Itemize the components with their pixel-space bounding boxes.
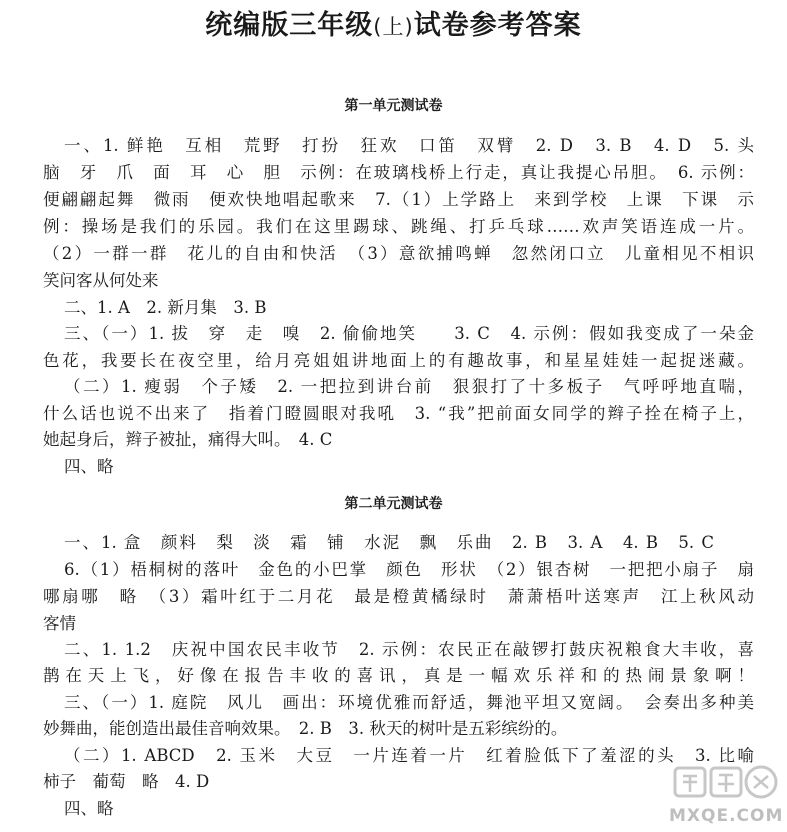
unit-2-line: 四、略	[64, 799, 114, 818]
unit-2-line: 二、1. 1.2 庆祝中国农民丰收节 2. 示例：农民正在敲锣打鼓庆祝粮食大丰收，喜	[64, 640, 754, 659]
unit-1-line: 例：操场是我们的乐园。我们在这里踢球、跳绳、打乒乓球……欢声笑语连成一片。	[43, 217, 754, 236]
unit-2-line: 妙舞曲，能创造出最佳音响效果。 2. B 3. 秋天的树叶是五彩缤纷的。	[43, 719, 568, 738]
title-main: 统编版三年级	[205, 10, 374, 41]
unit-2-line: 三、（一）1. 庭院 风儿 画出：环境优雅而舒适，舞池平坦又宽阔。 会奏出多种美	[64, 693, 754, 712]
unit-1-line: 一、1. 鲜艳 互相 荒野 打扮 狂欢 口笛 双臂 2. D 3. B 4. D 5. 头	[64, 136, 754, 155]
unit-1-line: 四、略	[64, 457, 114, 476]
unit-1-line: 笑问客从何处来	[43, 271, 159, 290]
site-watermark	[665, 762, 785, 828]
unit-1-line: 色花，我要长在夜空里，给月亮姐姐讲地面上的有趣故事，和星星娃娃一起捉迷藏。	[43, 351, 754, 370]
unit-2-line: 鹊在天上飞，好像在报告丰收的喜讯，真是一幅欢乐祥和的热闹景象啊！	[43, 666, 754, 685]
watermark-text: MXQE.COM	[669, 806, 784, 826]
unit-1-line: （2）一群一群 花儿的自由和快活 （3）意欲捕鸣蝉 忽然闭口立 儿童相见不相识	[43, 244, 754, 263]
unit-2-line: 柿子 葡萄 略 4. D	[43, 772, 210, 791]
watermark-logo-icon	[671, 762, 781, 802]
unit-1-line: 便翩翩起舞 微雨 便欢快地唱起歌来 7.（1）上学路上 来到学校 上课 下课 示	[43, 190, 754, 209]
unit-1-line: 二、1. A 2. 新月集 3. B	[64, 298, 267, 317]
unit-2-line: 客情	[43, 614, 76, 633]
unit-2-line: 哪扇哪 略 （3）霜叶红于二月花 最是橙黄橘绿时 萧萧梧叶送寒声 江上秋风动	[43, 587, 754, 606]
unit-1-line: 脑 牙 爪 面 耳 心 胆 示例：在玻璃栈桥上行走，真让我提心吊胆。 6. 示例：	[43, 163, 754, 182]
unit-1-line: （二）1. 瘦弱 个子矮 2. 一把拉到讲台前 狠狠打了十多板子 气呼呼地直喘，	[64, 377, 754, 396]
unit-2-line: （二）1. ABCD 2. 玉米 大豆 一片连着一片 红着脸低下了羞涩的头 3. 比喻	[64, 746, 754, 765]
unit-2-line: 一、1. 盒 颜料 梨 淡 霜 铺 水泥 飘 乐曲 2. B 3. A 4. B 5. C	[64, 533, 714, 552]
section-heading-unit-2: 第二单元测试卷	[344, 496, 443, 512]
unit-2-line: 6.（1）梧桐树的落叶 金色的小巴掌 颜色 形状 （2）银杏树 一把把小扇子 扇	[64, 560, 754, 579]
page-title	[0, 8, 787, 45]
title-paren: (上)	[373, 15, 414, 39]
title-rest: 试卷参考答案	[413, 10, 582, 41]
unit-1-line: 三、（一）1. 拔 穿 走 嗅 2. 偷偷地笑 3. C 4. 示例：假如我变成了一朵金	[64, 324, 754, 343]
unit-1-line: 她起身后，辫子被扯，痛得大叫。 4. C	[43, 430, 333, 449]
unit-1-line: 什么话也说不出来了 指着门瞪圆眼对我吼 3. “我”把前面女同学的辫子拴在椅子上，	[43, 404, 754, 423]
section-heading-unit-1: 第一单元测试卷	[344, 98, 443, 114]
